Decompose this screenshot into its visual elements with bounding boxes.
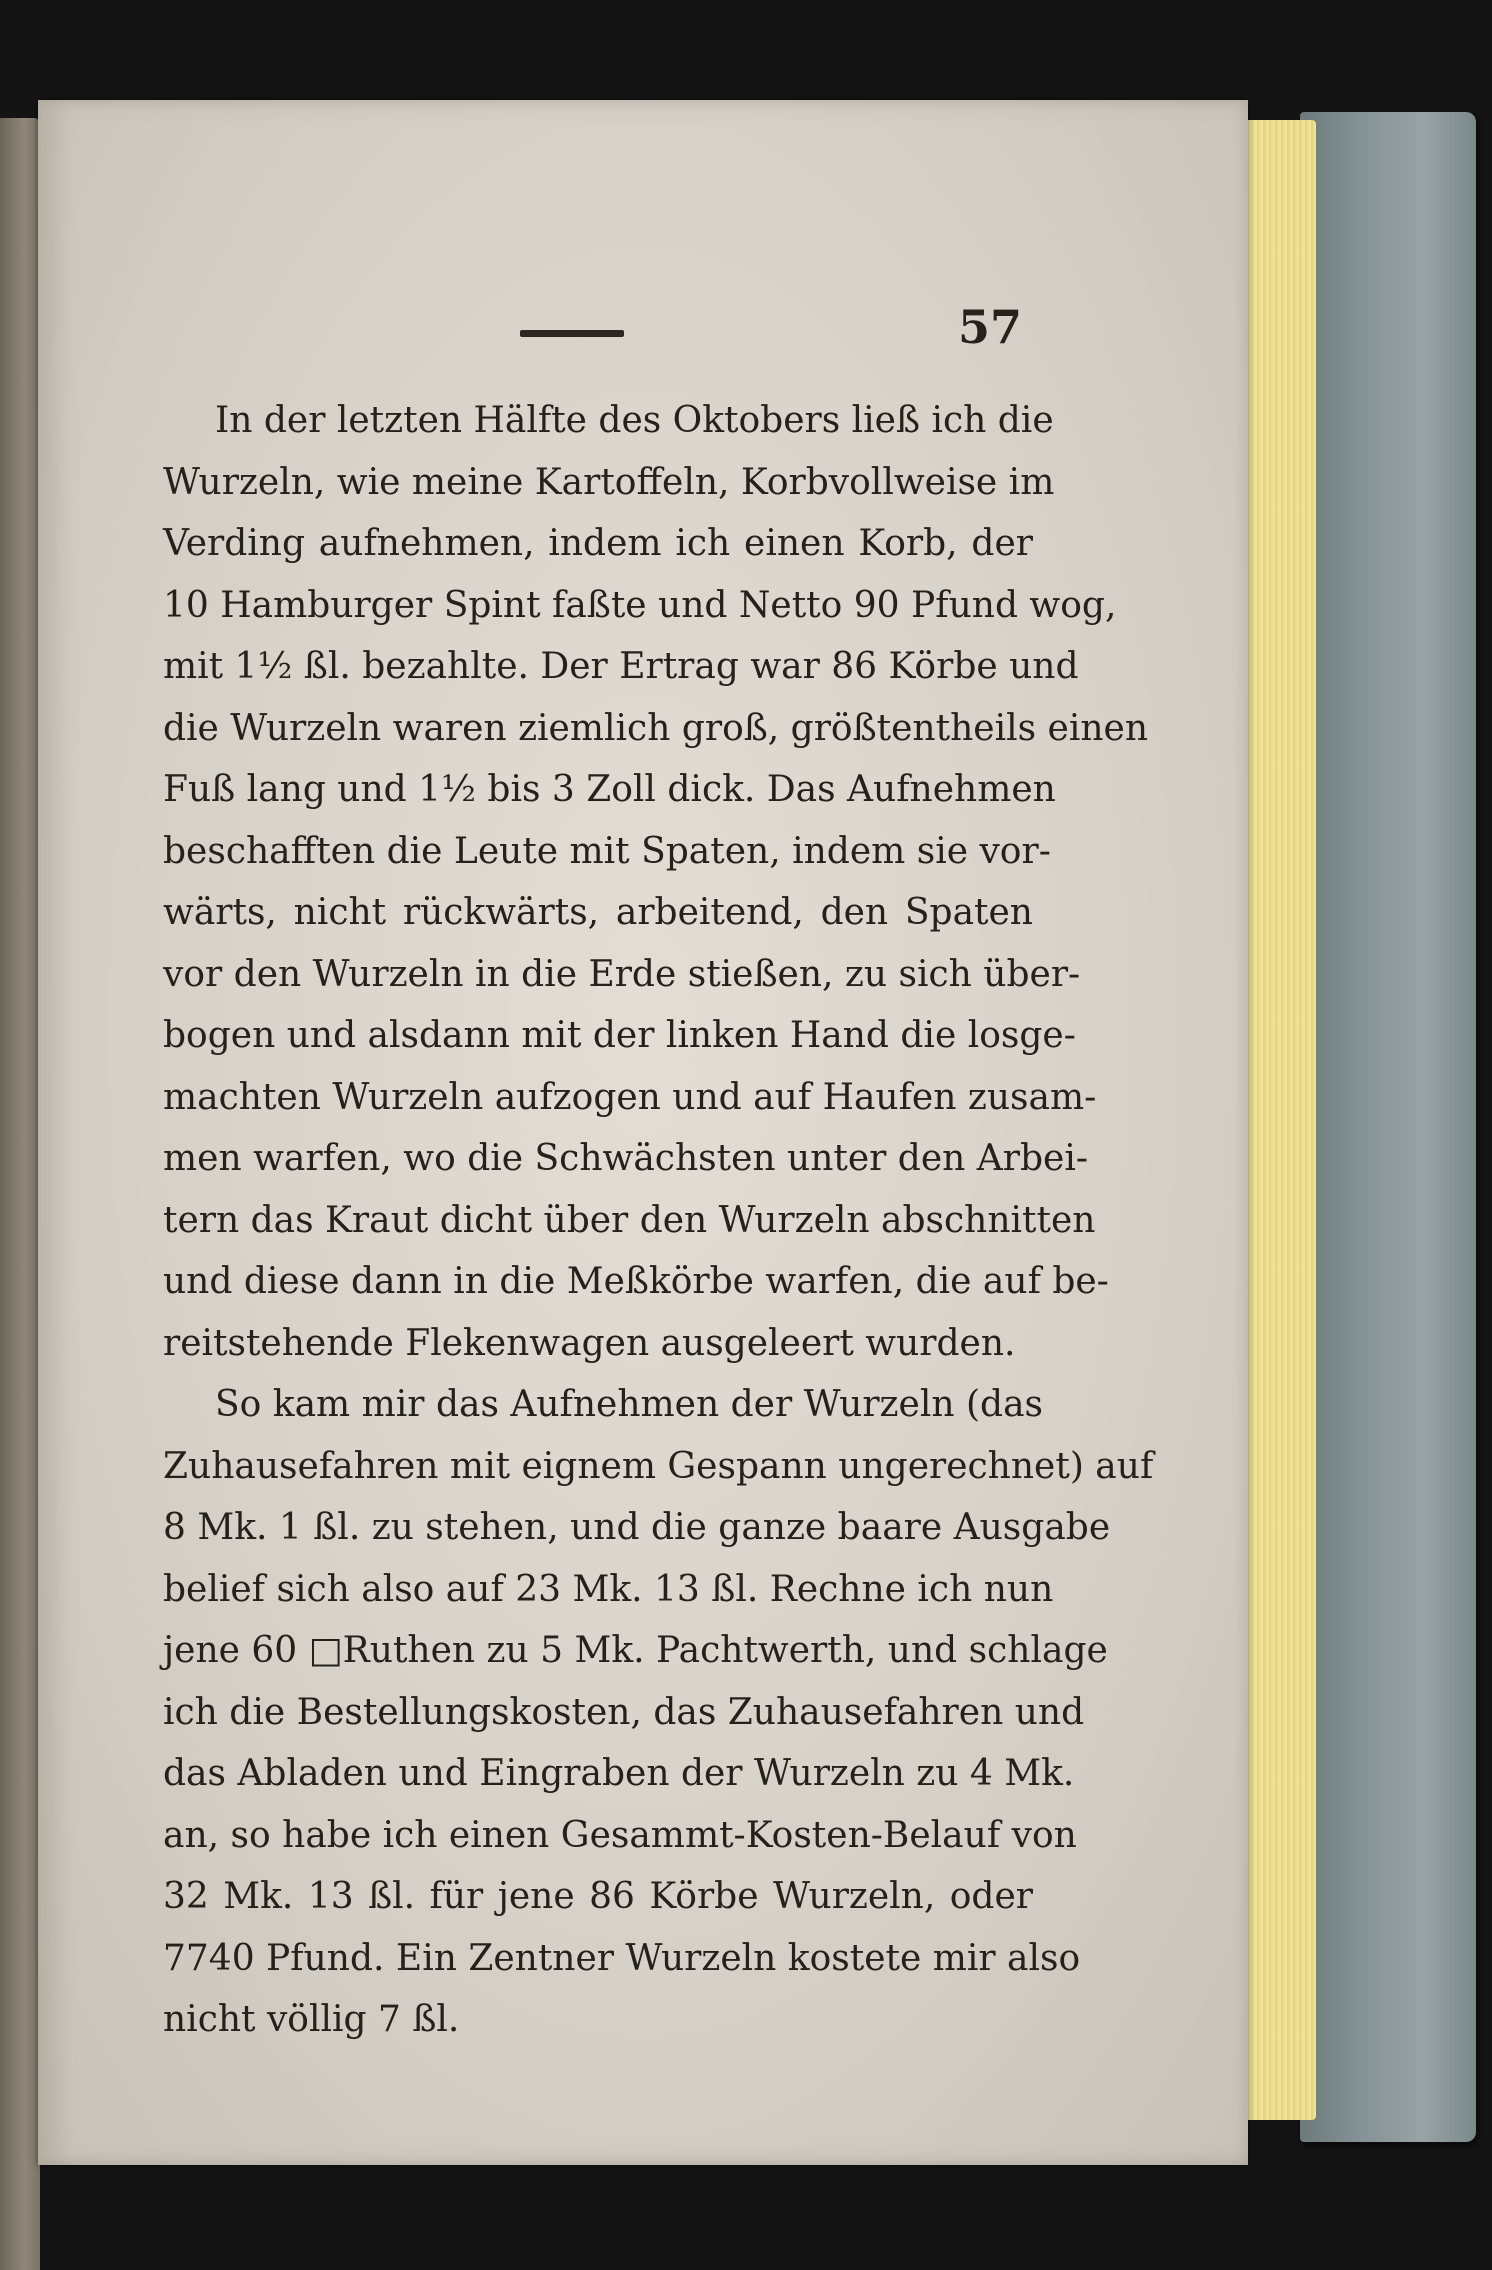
text-line: Fuß lang und 1½ bis 3 Zoll dick. Das Aufnehmen (163, 769, 1056, 810)
text-line: machten Wurzeln aufzogen und auf Haufen zusam- (163, 1076, 1097, 1118)
text-line: beschafften die Leute mit Spaten, indem sie vor- (163, 830, 1051, 872)
text-line: 10 Hamburger Spint faßte und Netto 90 Pfund wog, (163, 584, 1117, 626)
text-line: ich die Bestellungskosten, das Zuhausefahren und (163, 1691, 1085, 1733)
text-line: an, so habe ich einen Gesammt-Kosten-Belauf von (163, 1814, 1077, 1856)
facing-page-edge (0, 118, 40, 2270)
text-line: Verding aufnehmen, indem ich einen Korb, der (163, 523, 1033, 564)
text-line: reitstehende Flekenwagen ausgeleert wurden. (163, 1322, 1016, 1364)
page-edges (1236, 120, 1316, 2120)
text-line: die Wurzeln waren ziemlich groß, größtentheils einen (163, 707, 1149, 749)
text-line: und diese dann in die Meßkörbe warfen, die auf be- (163, 1261, 1109, 1302)
book-page (38, 100, 1248, 2165)
text-line: mit 1½ ßl. bezahlte. Der Ertrag war 86 Körbe und (163, 646, 1079, 687)
text-line: 7740 Pfund. Ein Zentner Wurzeln kostete mir also (163, 1937, 1081, 1979)
text-line: Wurzeln, wie meine Kartoffeln, Korbvollweise im (163, 461, 1055, 503)
text-line: belief sich also auf 23 Mk. 13 ßl. Rechne ich nun (163, 1568, 1054, 1610)
text-line: Zuhausefahren mit eignem Gespann ungerechnet) auf (163, 1445, 1154, 1487)
text-line: men warfen, wo die Schwächsten unter den Arbei- (163, 1138, 1089, 1179)
text-line: So kam mir das Aufnehmen der Wurzeln (das (215, 1384, 1043, 1425)
paragraph-1 (163, 390, 1149, 1374)
book-back-cover (1300, 112, 1476, 2142)
paragraph-2 (163, 1374, 1154, 2051)
text-line: wärts, nicht rückwärts, arbeitend, den Spaten (163, 892, 1033, 933)
text-line: jene 60 □Ruthen zu 5 Mk. Pachtwerth, und schlage (163, 1630, 1108, 1671)
text-line: bogen und alsdann mit der linken Hand die losge- (163, 1015, 1076, 1056)
page-text (163, 390, 1154, 2051)
text-line: nicht völlig 7 ßl. (163, 1999, 460, 2040)
text-line: vor den Wurzeln in die Erde stießen, zu sich über- (163, 953, 1081, 995)
text-line: das Abladen und Eingraben der Wurzeln zu 4 Mk. (163, 1753, 1075, 1794)
header-rule (520, 330, 624, 337)
text-line: 8 Mk. 1 ßl. zu stehen, und die ganze baare Ausgabe (163, 1507, 1111, 1548)
text-line: tern das Kraut dicht über den Wurzeln abschnitten (163, 1199, 1096, 1241)
page-number: 57 (958, 300, 1023, 354)
text-line: In der letzten Hälfte des Oktobers ließ ich die (215, 400, 1054, 441)
text-line: 32 Mk. 13 ßl. für jene 86 Körbe Wurzeln, oder (163, 1876, 1033, 1917)
